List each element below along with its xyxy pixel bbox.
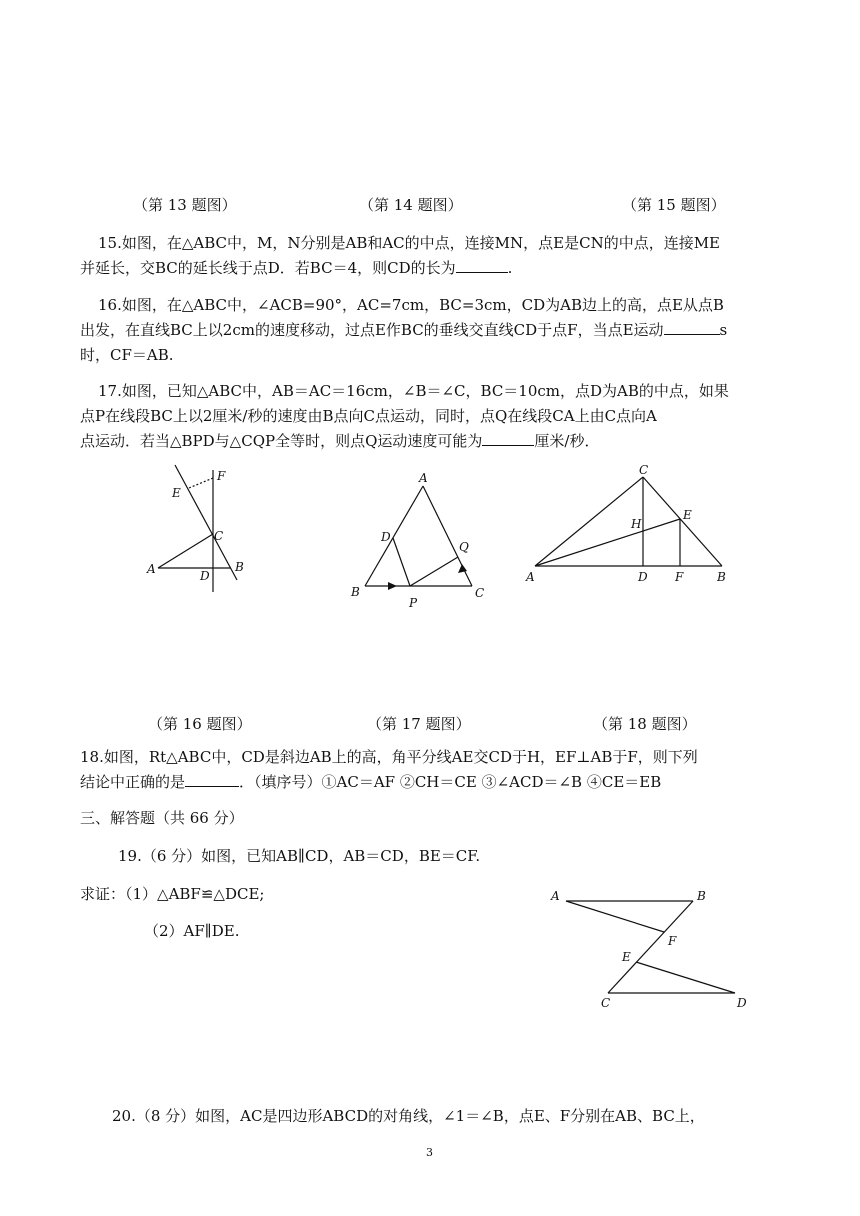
- q16-line2-text: 出发，在直线BC上以2cm的速度移动，过点E作BC的垂线交直线CD于点F，当点E运动: [80, 321, 664, 339]
- q18-options: ．（填序号）①AC＝AF ②CH＝CE ③∠ACD＝∠B ④CE＝EB: [239, 773, 662, 791]
- fig16-label-D: D: [200, 569, 210, 583]
- fig19-label-C: C: [601, 996, 611, 1010]
- fig19-label-E: E: [622, 950, 631, 964]
- q15-line2-text: 并延长，交BC的延长线于点D．若BC＝4，则CD的长为: [80, 259, 456, 277]
- fig16-label-E: E: [172, 486, 181, 500]
- fig16-label-A: A: [147, 562, 156, 576]
- fig18-label-E: E: [683, 508, 692, 522]
- page-number: 3: [426, 1146, 433, 1159]
- fig16-label-C: C: [214, 529, 224, 543]
- caption-fig17: （第 17 题图）: [367, 715, 471, 733]
- q19-head: 19.（6 分）如图，已知AB∥CD，AB＝CD，BE＝CF.: [118, 847, 481, 865]
- q16-unit: s: [719, 321, 728, 339]
- q17-line3-text: 点运动．若当△BPD与△CQP全等时，则点Q运动速度可能为: [80, 432, 483, 450]
- fig17-label-B: B: [351, 585, 360, 599]
- q18-line2-text: 结论中正确的是: [80, 773, 186, 791]
- fig17-label-D: D: [381, 530, 391, 544]
- fig17-label-A: A: [419, 471, 428, 485]
- q17-line1: 17.如图，已知△ABC中，AB＝AC＝16cm，∠B＝∠C，BC＝10cm，点D为AB的中点，如果: [98, 382, 729, 400]
- fig18-label-D: D: [638, 570, 648, 584]
- fig18-label-A: A: [526, 570, 535, 584]
- fig17-label-Q: Q: [459, 540, 469, 554]
- caption-fig18: （第 18 题图）: [593, 715, 697, 733]
- q17-line2: 点P在线段BC上以2厘米/秒的速度由B点向C点运动，同时，点Q在线段CA上由C点向A: [80, 407, 657, 425]
- fig17-label-C: C: [475, 586, 485, 600]
- q19-proof-2: （2）AF∥DE.: [144, 922, 240, 940]
- q18-line1: 18.如图，Rt△ABC中，CD是斜边AB上的高，角平分线AE交CD于H，EF⊥AB于F，则下列: [80, 748, 698, 766]
- fig16-label-B: B: [235, 560, 244, 574]
- q15-line2-end: .: [507, 259, 513, 277]
- fig19-segment-ED: [636, 962, 735, 993]
- fig19-label-D: D: [737, 996, 747, 1010]
- fig19-label-F: F: [668, 934, 677, 948]
- q20-head: 20.（8 分）如图，AC是四边形ABCD的对角线，∠1＝∠B，点E、F分别在AB、BC上，: [112, 1107, 705, 1125]
- caption-fig16: （第 16 题图）: [148, 715, 252, 733]
- fig19-segment-BC: [608, 901, 693, 993]
- q17-unit: 厘米/秒．: [534, 432, 600, 450]
- q16-line3: 时，CF＝AB.: [80, 346, 174, 364]
- caption-fig14: （第 14 题图）: [359, 196, 463, 214]
- fig19-segment-AF: [566, 901, 664, 932]
- fig19-label-A: A: [551, 889, 560, 903]
- q16-line1: 16.如图，在△ABC中，∠ACB=90°，AC=7cm，BC=3cm，CD为AB边上的高，点E从点B: [98, 296, 724, 314]
- fig18-label-B: B: [717, 570, 726, 584]
- fig18-label-F: F: [675, 570, 684, 584]
- fig18-label-H: H: [631, 517, 642, 531]
- fig16-label-F: F: [217, 469, 226, 483]
- fig18-label-C: C: [639, 463, 649, 477]
- fig17-label-P: P: [409, 596, 418, 610]
- fig19-label-B: B: [697, 889, 706, 903]
- section-3-title: 三、解答题（共 66 分）: [80, 809, 244, 827]
- caption-fig15: （第 15 题图）: [622, 196, 726, 214]
- q19-proof-1: 求证：（1）△ABF≌△DCE;: [80, 885, 265, 903]
- q15-line1: 15.如图，在△ABC中，M，N分别是AB和AC的中点，连接MN，点E是CN的中点，连接ME: [98, 234, 720, 252]
- caption-fig13: （第 13 题图）: [133, 196, 237, 214]
